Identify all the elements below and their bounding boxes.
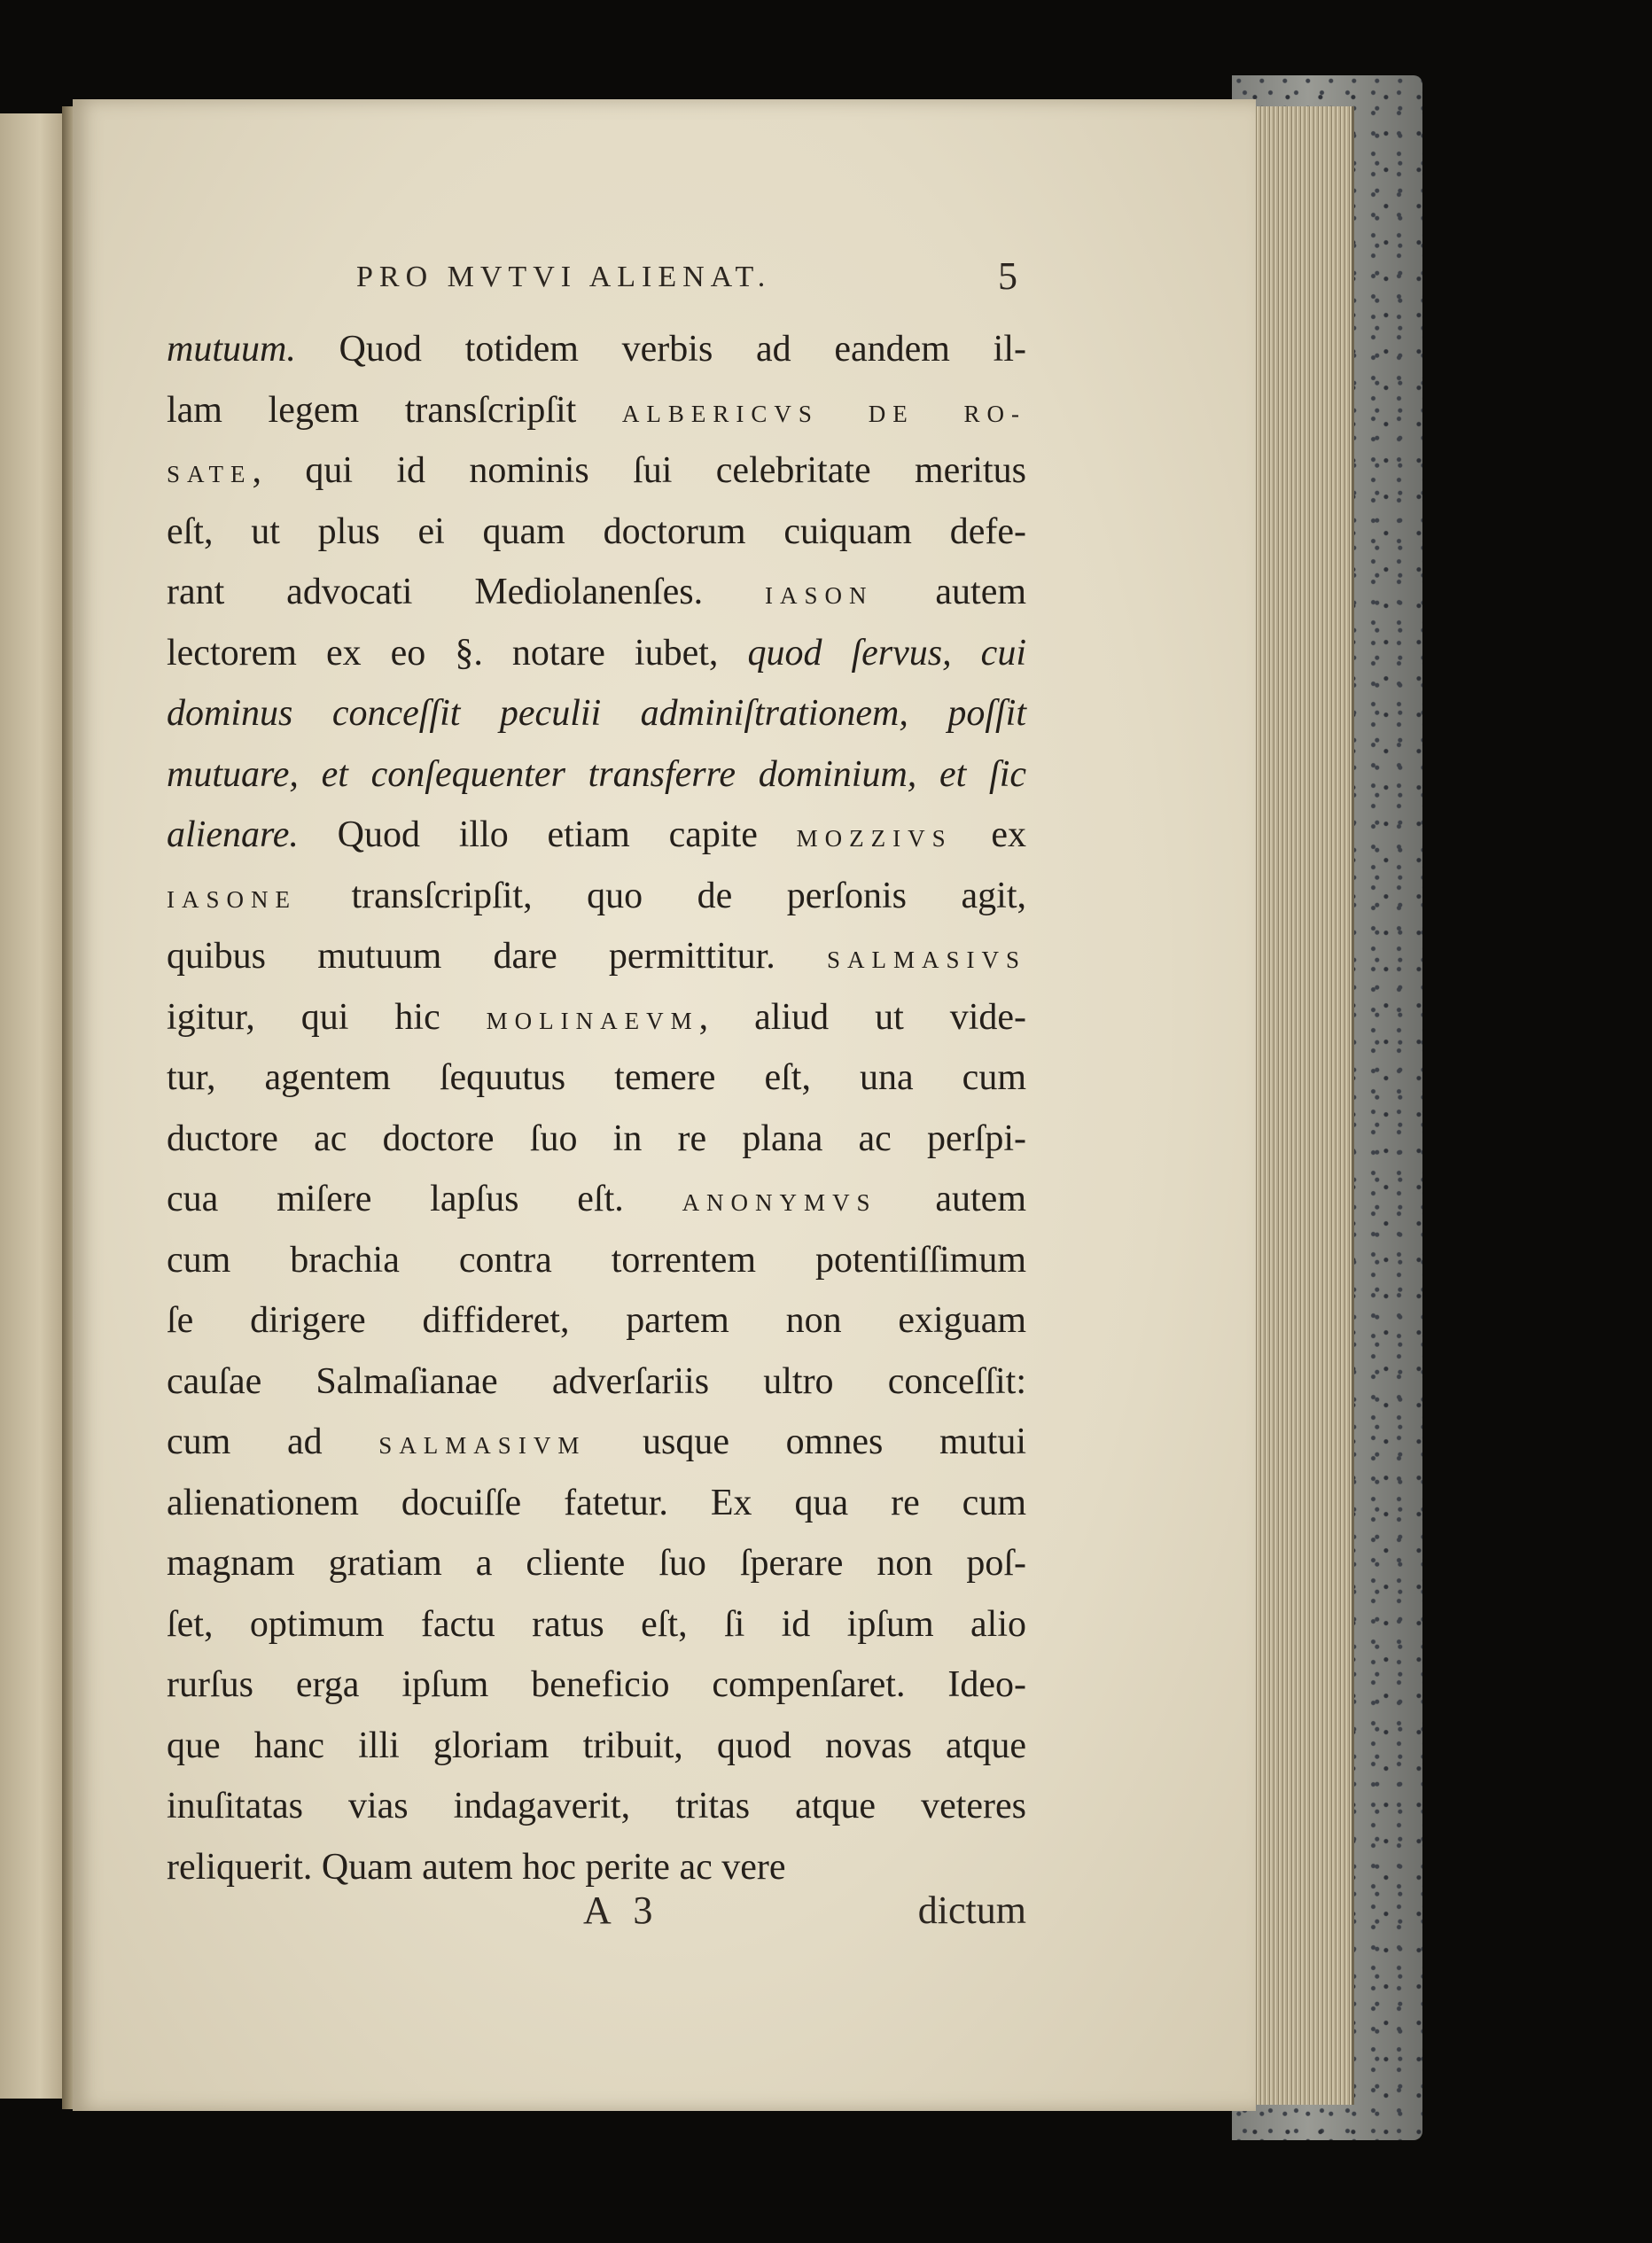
- body-text: [167, 319, 1026, 1897]
- catchword: dictum: [917, 1889, 1026, 1932]
- text-line: [167, 1048, 1026, 1109]
- text-run: autem: [877, 1179, 1026, 1219]
- small-caps-name: SATE: [167, 461, 253, 487]
- running-head: PRO MVTVI ALIENAT.: [356, 261, 772, 293]
- text-line: [167, 805, 1026, 866]
- text-run: rurſus erga ipſum beneficio compenſaret. Ideo-: [167, 1664, 1026, 1705]
- text-run: cum ad: [167, 1421, 379, 1462]
- page-block-edges: [1254, 106, 1354, 2105]
- text-run: lam legem transſcripſit: [167, 389, 622, 431]
- text-run: , aliud ut vide-: [698, 996, 1026, 1038]
- text-line: [167, 623, 1026, 684]
- text-run: igitur, qui hic: [167, 996, 487, 1038]
- small-caps-name: SALMASIVS: [826, 946, 1026, 973]
- page-footer: [583, 1888, 1026, 1950]
- text-run: ſe dirigere diffideret, partem non exiguam: [167, 1300, 1026, 1341]
- text-run: usque omnes mutui: [586, 1421, 1026, 1462]
- text-line: [167, 319, 1026, 380]
- text-line: [167, 562, 1026, 623]
- small-caps-name: IASONE: [167, 885, 297, 913]
- text-run: inuſitatas vias indagaverit, tritas atque veteres: [167, 1786, 1026, 1826]
- text-line: [167, 1776, 1026, 1837]
- text-run: ſet, optimum factu ratus eſt, ſi id ipſum alio: [167, 1603, 1026, 1645]
- text-line: [167, 1716, 1026, 1777]
- small-caps-name: SALMASIVM: [378, 1432, 587, 1459]
- text-run: eſt, ut plus ei quam doctorum cuiquam defe-: [167, 510, 1026, 552]
- text-run: cum brachia contra torrentem potentiſſimum: [167, 1239, 1026, 1281]
- small-caps-name: IASON: [764, 582, 874, 609]
- text-line: [167, 744, 1026, 806]
- text-line: [167, 1169, 1026, 1230]
- page-number: 5: [998, 254, 1017, 298]
- text-run: Quod totidem verbis ad eandem il-: [295, 329, 1026, 370]
- text-line: [167, 1351, 1026, 1413]
- small-caps-name: ANONYMVS: [682, 1189, 877, 1216]
- text-line: [167, 866, 1026, 927]
- text-line: [167, 1594, 1026, 1655]
- text-line: [167, 1109, 1026, 1170]
- text-run: tur, agentem ſequutus temere eſt, una cum: [167, 1057, 1026, 1098]
- text-line: [167, 1533, 1026, 1594]
- text-line: [167, 987, 1026, 1048]
- text-line: [167, 1412, 1026, 1473]
- italic-text: mutuum.: [167, 329, 296, 370]
- text-line: [167, 502, 1026, 563]
- text-line: [167, 926, 1026, 987]
- text-run: que hanc illi gloriam tribuit, quod novas atque: [167, 1725, 1026, 1766]
- text-line: [167, 440, 1026, 502]
- text-run: , qui id nominis ſui celebritate meritus: [252, 450, 1026, 491]
- text-line: [167, 1230, 1026, 1291]
- text-run: cua miſere lapſus eſt.: [167, 1179, 682, 1219]
- small-caps-name: ALBERICVS DE RO-: [621, 400, 1026, 427]
- text-line: [167, 1655, 1026, 1716]
- text-run: transſcripſit, quo de perſonis agit,: [297, 875, 1026, 916]
- text-run: alienationem docuiſſe fatetur. Ex qua re cum: [167, 1482, 1026, 1523]
- small-caps-name: MOLINAEVM: [486, 1007, 699, 1034]
- italic-text: alienare.: [167, 814, 299, 855]
- signature-mark: A 3: [583, 1889, 660, 1932]
- italic-text: dominus conceſſit peculii adminiſtrationem, poſſit: [167, 693, 1026, 734]
- text-run: cauſae Salmaſianae adverſariis ultro conceſſit:: [167, 1360, 1026, 1402]
- italic-text: quod ſervus, cui: [747, 632, 1026, 674]
- text-line: [167, 380, 1026, 441]
- text-line: [167, 683, 1026, 744]
- text-run: ductore ac doctore ſuo in re plana ac perſpi-: [167, 1118, 1026, 1159]
- text-line: [167, 1473, 1026, 1534]
- page-header: [275, 254, 1037, 310]
- text-run: quibus mutuum dare permittitur.: [167, 936, 827, 977]
- italic-text: mutuare, et conſequenter transferre dominium, et ſic: [167, 753, 1026, 795]
- text-run: autem: [873, 572, 1027, 612]
- text-run: Quod illo etiam capite: [298, 814, 797, 855]
- small-caps-name: MOZZIVS: [796, 825, 953, 852]
- text-run: rant advocati Mediolanenſes.: [167, 572, 765, 612]
- text-run: reliquerit. Quam autem hoc perite ac vere: [167, 1846, 786, 1888]
- text-run: ex: [952, 814, 1026, 855]
- text-line: [167, 1290, 1026, 1351]
- text-run: magnam gratiam a cliente ſuo ſperare non poſ-: [167, 1543, 1026, 1584]
- text-run: lectorem ex eo §. notare iubet,: [167, 632, 748, 674]
